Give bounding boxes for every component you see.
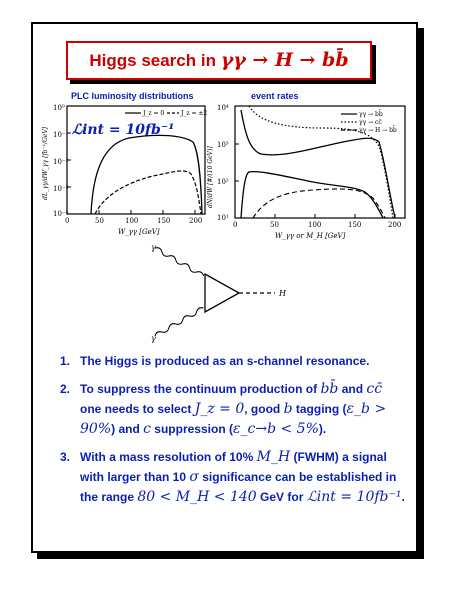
math-eps-b: ε_b > 90% [80, 401, 387, 437]
x-tick-label: 50 [95, 217, 104, 225]
item-number: 1. [60, 354, 71, 368]
legend-entry: J_z = 0 [143, 110, 165, 117]
legend-entry: γγ → cc̄ [359, 119, 382, 126]
math-jz: J_z = 0 [194, 401, 245, 417]
x-tick-label: 50 [270, 221, 279, 229]
item-number: 2. [60, 382, 71, 396]
list-item [60, 379, 405, 439]
slide-title [68, 43, 370, 78]
x-tick-label: 200 [388, 221, 402, 229]
right-x-axis-label: W_γγ or M_H [GeV] [275, 232, 346, 240]
feynman-diagram [143, 242, 293, 342]
photon-label: γ [151, 243, 156, 252]
x-tick-label: 200 [189, 217, 203, 225]
title-box [66, 41, 372, 80]
right-legend [341, 111, 397, 134]
slide-frame [31, 22, 418, 553]
title-formula: γγ → H → bb̄ [220, 49, 349, 71]
math-range: 80 < M_H < 140 [137, 489, 257, 505]
luminosity-plot [33, 102, 213, 242]
math-eps-c: ε_c→b < 5% [232, 421, 319, 437]
findings-list [60, 351, 405, 515]
math-cc: cc̄ [366, 381, 383, 397]
left-x-axis-label: W_γγ [GeV] [118, 228, 160, 236]
x-tick-label: 0 [65, 217, 70, 225]
math-bb: bb̄ [320, 381, 339, 397]
list-item [60, 447, 405, 507]
right-y-axis-label: dN/dW [#/(10 GeV)] [207, 146, 214, 208]
y-tick-label: 10⁻⁴ [53, 210, 69, 218]
higgs-curve [241, 172, 383, 218]
photon-label: γ [151, 334, 156, 343]
legend-entry: J_z = ±2 [181, 110, 208, 117]
item-number: 3. [60, 450, 71, 464]
title-prefix: Higgs search in [89, 51, 221, 70]
higgs-label: H [279, 289, 286, 298]
y-tick-label: 10³ [217, 141, 229, 149]
left-legend [125, 110, 207, 117]
photon-line-bottom [154, 306, 204, 337]
right-plot-heading: event rates [251, 91, 299, 101]
legend-entry: γγ → bb̄ [359, 111, 383, 118]
y-tick-label: 10¹ [217, 214, 229, 222]
math-lumi: ℒint = 10fb⁻¹ [306, 489, 402, 505]
item-text: The Higgs is produced as an s-channel resonance. [80, 354, 370, 368]
legend-entry: γγ → H → bb̄ [359, 127, 397, 134]
math-c: c [143, 421, 151, 437]
left-y-axis-label: dL_γγ/dW_γγ [fb⁻¹/GeV] [42, 126, 49, 200]
math-mh: M_H [256, 449, 291, 465]
y-tick-label: 10⁻¹ [53, 131, 69, 139]
x-tick-label: 100 [308, 221, 322, 229]
x-tick-label: 150 [157, 217, 171, 225]
left-plot-heading: PLC luminosity distributions [71, 91, 194, 101]
x-tick-label: 150 [348, 221, 362, 229]
item-text: With a mass resolution of 10% M_H (FWHM) a signal with larger than 10 σ significance can be established in the range 80 < M_H < 140 GeV for ℒint = 10fb⁻¹. [80, 449, 405, 505]
y-tick-label: 10² [217, 178, 229, 186]
list-item [60, 351, 405, 371]
x-tick-label: 0 [233, 221, 238, 229]
x-tick-label: 100 [125, 217, 139, 225]
higgs-dashed-curve [253, 189, 385, 218]
y-tick-label: 10⁴ [217, 104, 229, 112]
event-rate-plot [207, 102, 413, 242]
math-b: b [283, 401, 293, 417]
fermion-loop [205, 274, 239, 312]
y-tick-label: 10⁻³ [53, 185, 69, 193]
left-y-ticks [53, 104, 69, 218]
jz0-curve [91, 135, 202, 214]
luminosity-label: ℒint = 10fb⁻¹ [72, 122, 175, 138]
photon-line-top [154, 246, 204, 277]
item-text: To suppress the continuum production of bb̄ and cc̄ one needs to select J_z = 0, good b tagging (ε_b > 90%) and c suppression (ε_c→b < 5%). [80, 381, 387, 437]
y-tick-label: 10⁰ [53, 104, 65, 112]
y-tick-label: 10⁻² [53, 158, 69, 166]
math-sigma: σ [189, 469, 199, 485]
jz2-curve [95, 171, 201, 214]
